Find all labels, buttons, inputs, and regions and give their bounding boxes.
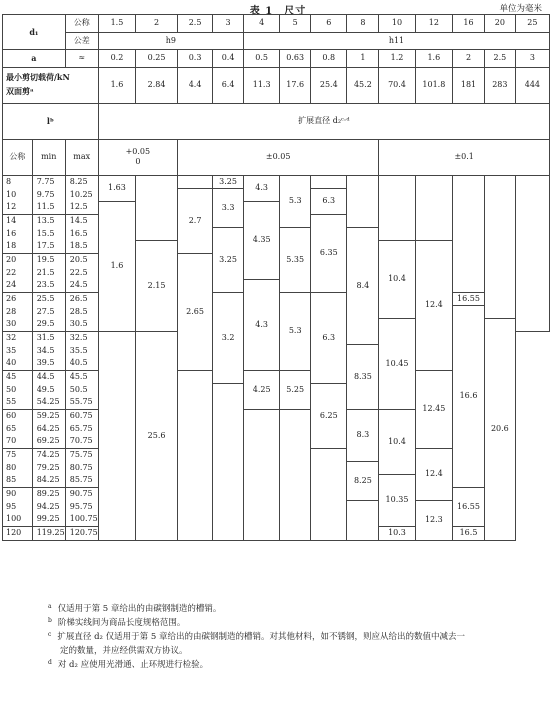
expanded-diameter-value: 16.55 <box>453 292 485 305</box>
length-min: 25.5 <box>32 292 65 305</box>
a-value-9: 1.6 <box>415 50 452 68</box>
expanded-diameter-value: 10.4 <box>379 409 415 474</box>
length-nominal: 26 <box>3 292 33 305</box>
length-max-label: max <box>65 139 98 175</box>
length-max: 40.5 <box>65 357 98 370</box>
d1-value-0: 1.5 <box>98 15 135 33</box>
expanded-diameter-value: 3.25 <box>213 227 244 292</box>
length-max: 18.5 <box>65 240 98 253</box>
tolerance-group-3: ±0.1 <box>379 139 550 175</box>
length-min: 31.5 <box>32 331 65 344</box>
length-nominal: 45 <box>3 370 33 383</box>
length-min: 74.25 <box>32 448 65 461</box>
length-max: 95.75 <box>65 500 98 513</box>
shear-value-9: 101.8 <box>415 67 452 103</box>
length-max: 120.75 <box>65 526 98 540</box>
empty-cell <box>177 370 212 540</box>
expanded-diameter-value: 12.4 <box>415 448 452 500</box>
expanded-diameter-value: 4.25 <box>243 370 279 409</box>
empty-cell <box>177 175 212 188</box>
a-value-11: 2.5 <box>484 50 515 68</box>
length-min: 49.5 <box>32 383 65 396</box>
dimensions-table <box>2 14 550 541</box>
tolerance-group-1: +0.05 0 <box>98 139 177 175</box>
empty-cell <box>98 331 135 540</box>
length-min: 9.75 <box>32 188 65 201</box>
length-max: 35.5 <box>65 344 98 357</box>
a-value-12: 3 <box>515 50 549 68</box>
length-max: 80.75 <box>65 461 98 474</box>
approx-label: ≈ <box>65 50 98 68</box>
length-min: 27.5 <box>32 305 65 318</box>
length-min: 59.25 <box>32 409 65 422</box>
a-value-8: 1.2 <box>379 50 415 68</box>
expanded-diameter-value: 10.3 <box>379 526 415 540</box>
length-min: 94.25 <box>32 500 65 513</box>
expanded-diameter-value: 4.3 <box>243 175 279 201</box>
expanded-diameter-value: 10.45 <box>379 318 415 409</box>
tolerance-h11: h11 <box>243 32 549 50</box>
shear-value-0: 1.6 <box>98 67 135 103</box>
empty-cell <box>515 175 549 331</box>
a-value-6: 0.8 <box>311 50 347 68</box>
expanded-diameter-label: 扩展直径 d₂ᶜ·ᵈ <box>98 103 549 139</box>
footnote-0 <box>48 602 538 616</box>
unit-label: 单位为毫米 <box>499 4 542 14</box>
length-nominal: 85 <box>3 474 33 487</box>
expanded-diameter-value: 6.35 <box>311 214 347 292</box>
length-nominal: 20 <box>3 253 33 266</box>
shear-value-4: 11.3 <box>243 67 279 103</box>
empty-cell <box>415 175 452 240</box>
length-nominal: 50 <box>3 383 33 396</box>
footnote-mark: a <box>48 603 52 610</box>
expanded-diameter-value: 1.6 <box>98 201 135 331</box>
length-max: 30.5 <box>65 318 98 331</box>
length-nominal: 55 <box>3 396 33 409</box>
length-max: 12.5 <box>65 201 98 214</box>
length-nominal: 22 <box>3 266 33 279</box>
expanded-diameter-value: 6.25 <box>311 383 347 448</box>
length-min: 79.25 <box>32 461 65 474</box>
d1-value-11: 20 <box>484 15 515 33</box>
shear-value-3: 6.4 <box>213 67 244 103</box>
expanded-diameter-value: 16.55 <box>453 487 485 526</box>
length-max: 75.75 <box>65 448 98 461</box>
length-max: 16.5 <box>65 227 98 240</box>
a-label: a <box>3 50 66 68</box>
footnote-mark: c <box>48 631 52 639</box>
a-value-4: 0.5 <box>243 50 279 68</box>
length-max: 70.75 <box>65 435 98 448</box>
expanded-diameter-value: 5.3 <box>280 292 311 370</box>
length-nominal: 95 <box>3 500 33 513</box>
d1-value-2: 2.5 <box>177 15 212 33</box>
footnote-text: 定的数量，并应经供需双方协议。 <box>60 645 188 656</box>
length-label: lᵇ <box>3 103 99 139</box>
expanded-diameter-value: 1.63 <box>98 175 135 201</box>
tolerance-group-2: ±0.05 <box>177 139 378 175</box>
empty-cell <box>379 175 415 240</box>
a-value-0: 0.2 <box>98 50 135 68</box>
length-min: 15.5 <box>32 227 65 240</box>
length-max: 24.5 <box>65 279 98 292</box>
length-min: 21.5 <box>32 266 65 279</box>
length-nominal: 8 <box>3 175 33 188</box>
footnote-mark: d <box>48 658 52 666</box>
expanded-diameter-value: 2.7 <box>177 188 212 253</box>
expanded-diameter-value: 4.35 <box>243 201 279 279</box>
empty-cell <box>136 175 178 240</box>
length-nominal: 70 <box>3 435 33 448</box>
length-nominal: 10 <box>3 188 33 201</box>
footnote-mark: b <box>48 617 52 625</box>
length-min: 39.5 <box>32 357 65 370</box>
expanded-diameter-value: 16.5 <box>453 526 485 540</box>
shear-value-12: 444 <box>515 67 549 103</box>
a-value-1: 0.25 <box>136 50 178 68</box>
empty-cell <box>453 175 485 292</box>
expanded-diameter-value: 16.6 <box>453 305 485 487</box>
d1-value-8: 10 <box>379 15 415 33</box>
footnote-text: 对 d₂ 应使用光滑通、止环规进行检验。 <box>57 659 209 670</box>
length-nominal: 16 <box>3 227 33 240</box>
length-min: 99.25 <box>32 513 65 526</box>
d1-value-10: 16 <box>453 15 485 33</box>
footnote-text: 扩展直径 d₂ 仅适用于第 5 章给出的由碳钢制造的槽销。对其他材料，如不锈钢，则应从给出的数值中减去一 <box>57 632 465 643</box>
footnote-text: 仅适用于第 5 章给出的由碳钢制造的槽销。 <box>57 604 222 614</box>
d1-value-1: 2 <box>136 15 178 33</box>
length-nominal: 35 <box>3 344 33 357</box>
length-min: 7.75 <box>32 175 65 188</box>
expanded-diameter-value: 12.45 <box>415 370 452 448</box>
expanded-diameter-value: 2.65 <box>177 253 212 370</box>
expanded-diameter-value: 6.3 <box>311 292 347 383</box>
tolerance-h9: h9 <box>98 32 243 50</box>
length-max: 100.75 <box>65 513 98 526</box>
length-min-label: min <box>32 139 65 175</box>
footnotes <box>48 602 538 672</box>
length-min: 17.5 <box>32 240 65 253</box>
expanded-diameter-value: 5.3 <box>280 175 311 227</box>
length-max: 90.75 <box>65 487 98 500</box>
length-nominal: 65 <box>3 422 33 435</box>
expanded-diameter-value: 3.3 <box>213 188 244 227</box>
length-nominal: 120 <box>3 526 33 540</box>
length-nominal: 100 <box>3 513 33 526</box>
expanded-diameter-value: 3.2 <box>213 292 244 383</box>
empty-cell <box>484 175 515 318</box>
length-min: 34.5 <box>32 344 65 357</box>
shear-value-8: 70.4 <box>379 67 415 103</box>
empty-cell <box>347 175 379 227</box>
footnote-1 <box>48 616 538 630</box>
length-max: 28.5 <box>65 305 98 318</box>
length-max: 45.5 <box>65 370 98 383</box>
length-max: 32.5 <box>65 331 98 344</box>
a-value-5: 0.63 <box>280 50 311 68</box>
empty-cell <box>347 500 379 540</box>
length-min: 69.25 <box>32 435 65 448</box>
length-nominal: 28 <box>3 305 33 318</box>
d1-value-5: 5 <box>280 15 311 33</box>
length-max: 10.25 <box>65 188 98 201</box>
length-max: 26.5 <box>65 292 98 305</box>
shear-value-11: 283 <box>484 67 515 103</box>
shear-value-10: 181 <box>453 67 485 103</box>
empty-cell <box>243 409 279 540</box>
length-min: 84.25 <box>32 474 65 487</box>
empty-cell <box>213 383 244 540</box>
length-max: 55.75 <box>65 396 98 409</box>
expanded-diameter-value: 3.25 <box>213 175 244 188</box>
expanded-diameter-value: 12.4 <box>415 240 452 370</box>
length-min: 44.5 <box>32 370 65 383</box>
length-nominal: 12 <box>3 201 33 214</box>
expanded-diameter-value: 5.35 <box>280 227 311 292</box>
length-min: 64.25 <box>32 422 65 435</box>
a-value-7: 1 <box>347 50 379 68</box>
length-max: 65.75 <box>65 422 98 435</box>
shear-value-5: 17.6 <box>280 67 311 103</box>
length-max: 22.5 <box>65 266 98 279</box>
length-nominal-label: 公称 <box>3 139 33 175</box>
length-nominal: 18 <box>3 240 33 253</box>
length-min: 23.5 <box>32 279 65 292</box>
length-nominal: 14 <box>3 214 33 227</box>
a-value-2: 0.3 <box>177 50 212 68</box>
length-min: 54.25 <box>32 396 65 409</box>
length-nominal: 90 <box>3 487 33 500</box>
d1-value-6: 6 <box>311 15 347 33</box>
expanded-diameter-value: 5.25 <box>280 370 311 409</box>
empty-cell <box>311 175 347 188</box>
length-min: 29.5 <box>32 318 65 331</box>
a-value-10: 2 <box>453 50 485 68</box>
expanded-diameter-value: 8.35 <box>347 344 379 409</box>
shear-value-2: 4.4 <box>177 67 212 103</box>
length-nominal: 75 <box>3 448 33 461</box>
length-nominal: 60 <box>3 409 33 422</box>
tolerance-label: 公差 <box>65 32 98 50</box>
d1-value-4: 4 <box>243 15 279 33</box>
length-max: 50.5 <box>65 383 98 396</box>
length-max: 85.75 <box>65 474 98 487</box>
length-min: 13.5 <box>32 214 65 227</box>
length-max: 8.25 <box>65 175 98 188</box>
expanded-diameter-value: 10.4 <box>379 240 415 318</box>
expanded-diameter-value: 8.4 <box>347 227 379 344</box>
expanded-diameter-value: 2.15 <box>136 240 178 331</box>
expanded-diameter-value: 10.35 <box>379 474 415 526</box>
length-min: 119.25 <box>32 526 65 540</box>
expanded-diameter-value: 4.3 <box>243 279 279 370</box>
length-nominal: 80 <box>3 461 33 474</box>
length-nominal: 32 <box>3 331 33 344</box>
length-max: 20.5 <box>65 253 98 266</box>
d1-value-12: 25 <box>515 15 549 33</box>
footnote-text: 阶梯实线间为商品长度规格范围。 <box>57 618 186 629</box>
shear-value-6: 25.4 <box>311 67 347 103</box>
length-min: 89.25 <box>32 487 65 500</box>
length-min: 11.5 <box>32 201 65 214</box>
d1-value-9: 12 <box>415 15 452 33</box>
expanded-diameter-value: 20.6 <box>484 318 515 540</box>
shear-value-1: 2.84 <box>136 67 178 103</box>
empty-cell <box>311 448 347 540</box>
shear-label: 最小剪切载荷/kN 双面剪ᵃ <box>3 67 99 103</box>
length-nominal: 40 <box>3 357 33 370</box>
length-nominal: 30 <box>3 318 33 331</box>
expanded-diameter-value: 8.25 <box>347 461 379 500</box>
d1-value-7: 8 <box>347 15 379 33</box>
d1-value-3: 3 <box>213 15 244 33</box>
d1-label: d₁ <box>3 15 66 50</box>
footnote-3 <box>48 645 538 658</box>
length-max: 60.75 <box>65 409 98 422</box>
table-title: 表 1 尺寸 <box>249 6 307 17</box>
footnote-2 <box>48 630 538 644</box>
nominal-label: 公称 <box>65 15 98 33</box>
length-max: 14.5 <box>65 214 98 227</box>
length-nominal: 24 <box>3 279 33 292</box>
footnote-4 <box>48 658 538 672</box>
table-row <box>3 175 550 188</box>
expanded-diameter-value: 25.6 <box>136 331 178 540</box>
expanded-diameter-value: 6.3 <box>311 188 347 214</box>
expanded-diameter-value: 8.3 <box>347 409 379 461</box>
length-min: 19.5 <box>32 253 65 266</box>
empty-cell <box>280 409 311 540</box>
expanded-diameter-value: 12.3 <box>415 500 452 540</box>
shear-value-7: 45.2 <box>347 67 379 103</box>
a-value-3: 0.4 <box>213 50 244 68</box>
